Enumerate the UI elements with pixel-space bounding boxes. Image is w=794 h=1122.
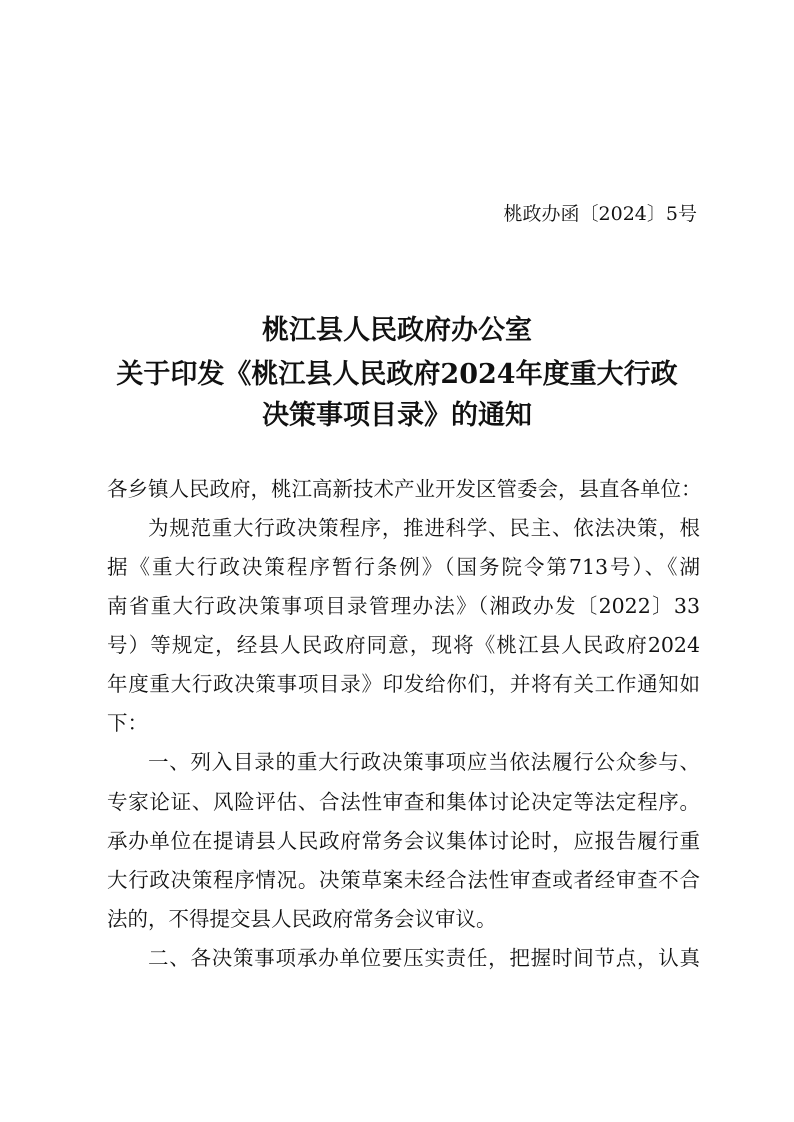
- document-number: 桃政办函〔2024〕5号: [503, 203, 697, 225]
- body-line: 下：: [107, 711, 148, 735]
- title-line-3: 决策事项目录》的通知: [262, 400, 532, 431]
- body-line: 南省重大行政决策事项目录管理办法》（湘政办发〔2022〕33: [107, 594, 700, 618]
- body-line: 专家论证、风险评估、合法性审查和集体讨论决定等法定程序。: [107, 790, 700, 814]
- body-line: 承办单位在提请县人民政府常务会议集体讨论时，应报告履行重: [107, 829, 700, 853]
- title-line-2: 关于印发《桃江县人民政府2024年度重大行政: [116, 359, 678, 390]
- body-line: 二、各决策事项承办单位要压实责任，把握时间节点，认真: [148, 946, 700, 970]
- body-line: 大行政决策程序情况。决策草案未经合法性审查或者经审查不合: [107, 868, 700, 892]
- body-line: 据《重大行政决策程序暂行条例》（国务院令第713号）、《湖: [107, 555, 700, 579]
- body-line: 号）等规定，经县人民政府同意，现将《桃江县人民政府2024: [107, 633, 700, 657]
- body-line: 为规范重大行政决策程序，推进科学、民主、依法决策，根: [148, 516, 700, 540]
- title-line-1: 桃江县人民政府办公室: [262, 315, 532, 346]
- salutation: 各乡镇人民政府，桃江高新技术产业开发区管委会，县直各单位：: [107, 477, 702, 501]
- body-line: 一、列入目录的重大行政决策事项应当依法履行公众参与、: [148, 750, 700, 774]
- body-line: 年度重大行政决策事项目录》印发给你们，并将有关工作通知如: [107, 672, 700, 696]
- body-line: 法的，不得提交县人民政府常务会议审议。: [107, 907, 497, 931]
